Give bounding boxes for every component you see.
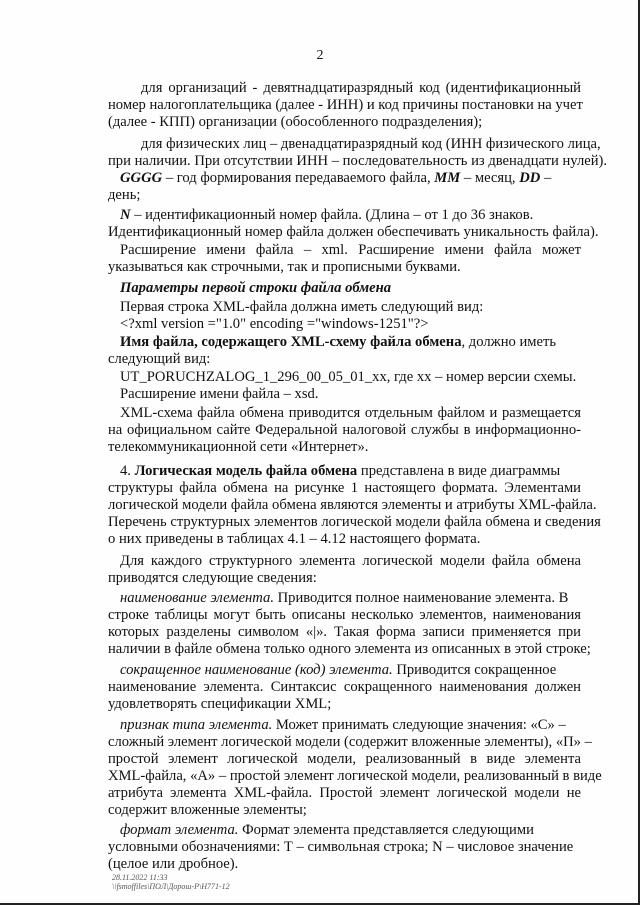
text-line-gggg (120, 170, 581, 187)
text-line: Для каждого структурного элемента логической модели файла обмена (120, 553, 581, 569)
dd-term: DD (519, 170, 541, 186)
xml-declaration: <?xml version ="1.0" encoding ="windows-1251"?> (120, 316, 429, 332)
text-line-short-name (120, 662, 581, 679)
text-line: номер налогоплательщика (далее - ИНН) и код причины постановки на учет (108, 97, 583, 113)
text-line: наличии в файле обмена только одного элемента из описанных в этой строке; (108, 641, 591, 657)
text-line: следующий вид: (108, 351, 211, 367)
bold-phrase: Логическая модель файла обмена (134, 463, 358, 479)
text-line: строке таблицы могут быть описаны несколько элементов, наименования (108, 607, 581, 623)
text-line-section4 (120, 463, 581, 480)
text-line: наименование элемента. Синтаксис сокращенного наименования должен (108, 679, 581, 695)
text-line-n (120, 207, 581, 224)
text-line: (целое или дробное). (108, 856, 239, 872)
text-line-format (120, 822, 581, 839)
text-line: условными обозначениями: Т – символьная строка; N – числовое значение (108, 839, 574, 855)
text-line: атрибута элемента XML-файла. Простой элемент логической модели не (108, 785, 581, 801)
text-line: Расширение имени файла – xsd. (120, 386, 319, 402)
section-heading: Параметры первой строки файла обмена (120, 280, 392, 296)
text-line: на официальном сайте Федеральной налоговой службы в информационно- (108, 422, 581, 438)
n-term: N (120, 207, 131, 223)
text-fragment: – месяц, (460, 170, 520, 186)
text-line: приводятся следующие сведения: (108, 570, 317, 586)
section-number: 4. (120, 463, 135, 479)
text-fragment: Приводится полное наименование элемента. В (273, 590, 569, 606)
text-line: Расширение имени файла – xml. Расширение имени файла может (120, 242, 581, 258)
text-line: XML-схема файла обмена приводится отдельным файлом и размещается (120, 405, 581, 421)
text-line: день; (108, 187, 141, 203)
text-line: для организаций - девятнадцатиразрядный код (идентификационный (141, 80, 581, 96)
italic-term: признак типа элемента. (120, 717, 273, 733)
text-line: (далее - КПП) организации (обособленного подразделения); (108, 114, 483, 130)
text-line: логической модели файла обмена являются элементы и атрибуты XML-файла. (108, 497, 597, 513)
schema-filename: UT_PORUCHZALOG_1_296_00_05_01_xx, где xx – номер версии схемы. (120, 369, 577, 385)
text-line: Перечень структурных элементов логической модели файла обмена и сведения (108, 514, 601, 530)
text-fragment: – идентификационный номер файла. (Длина – от 1 до 36 знаков. (130, 207, 534, 223)
text-line: Первая строка XML-файла должна иметь следующий вид: (120, 299, 484, 315)
text-fragment: , должно иметь (461, 334, 557, 350)
text-line-filename (120, 334, 581, 351)
text-line: о них приведены в таблицах 4.1 – 4.12 настоящего формата. (108, 531, 481, 547)
text-line: XML-файла, «А» – простой элемент логической модели, реализованный в виде (108, 768, 602, 784)
footer-path: \\fsmoffiles\ПОЛ\Дорош-Р\Н771-12 (112, 882, 230, 891)
italic-term: наименование элемента. (120, 590, 274, 606)
text-line: телекоммуникационной сети «Интернет». (108, 439, 369, 455)
text-fragment: Приводится сокращенное (392, 662, 557, 678)
text-fragment: – год формирования передаваемого файла, (162, 170, 435, 186)
text-line: Идентификационный номер файла должен обеспечивать уникальность файла). (108, 224, 599, 240)
text-line: простой элемент логической модели, реализованный в виде элемента (108, 751, 581, 767)
gggg-term: GGGG (120, 170, 163, 186)
text-line-type-sign (120, 717, 581, 734)
italic-term: формат элемента. (120, 822, 239, 838)
text-line: для физических лиц – двенадцатиразрядный код (ИНН физического лица, (141, 136, 601, 152)
bold-phrase: Имя файла, содержащего XML-схему файла обмена (120, 334, 462, 350)
text-line: которых разделены символом «|». Такая форма записи применяется при (108, 624, 581, 640)
text-line: содержит вложенные элементы; (108, 802, 307, 818)
text-line: удовлетворять спецификации XML; (108, 696, 332, 712)
text-line-item-name (120, 590, 581, 607)
italic-term: сокращенное наименование (код) элемента. (120, 662, 393, 678)
text-line: структуры файла обмена на рисунке 1 настоящего формата. Элементами (108, 480, 581, 496)
text-fragment: Формат элемента представляется следующими (238, 822, 534, 838)
text-fragment: – (540, 170, 552, 186)
text-line: указываться как строчными, так и прописными буквами. (108, 259, 461, 275)
text-fragment: представлена в виде диаграммы (357, 463, 561, 479)
text-line: при наличии. При отсутствии ИНН – последовательность из двенадцати нулей). (108, 153, 608, 169)
text-line: сложный элемент логической модели (содержит вложенные элементы), «П» – (108, 734, 592, 750)
text-fragment: Может принимать следующие значения: «С» – (272, 717, 566, 733)
mm-term: MM (434, 170, 461, 186)
footer-date: 28.11.2022 11:33 (112, 873, 168, 882)
page-number: 2 (316, 48, 324, 63)
